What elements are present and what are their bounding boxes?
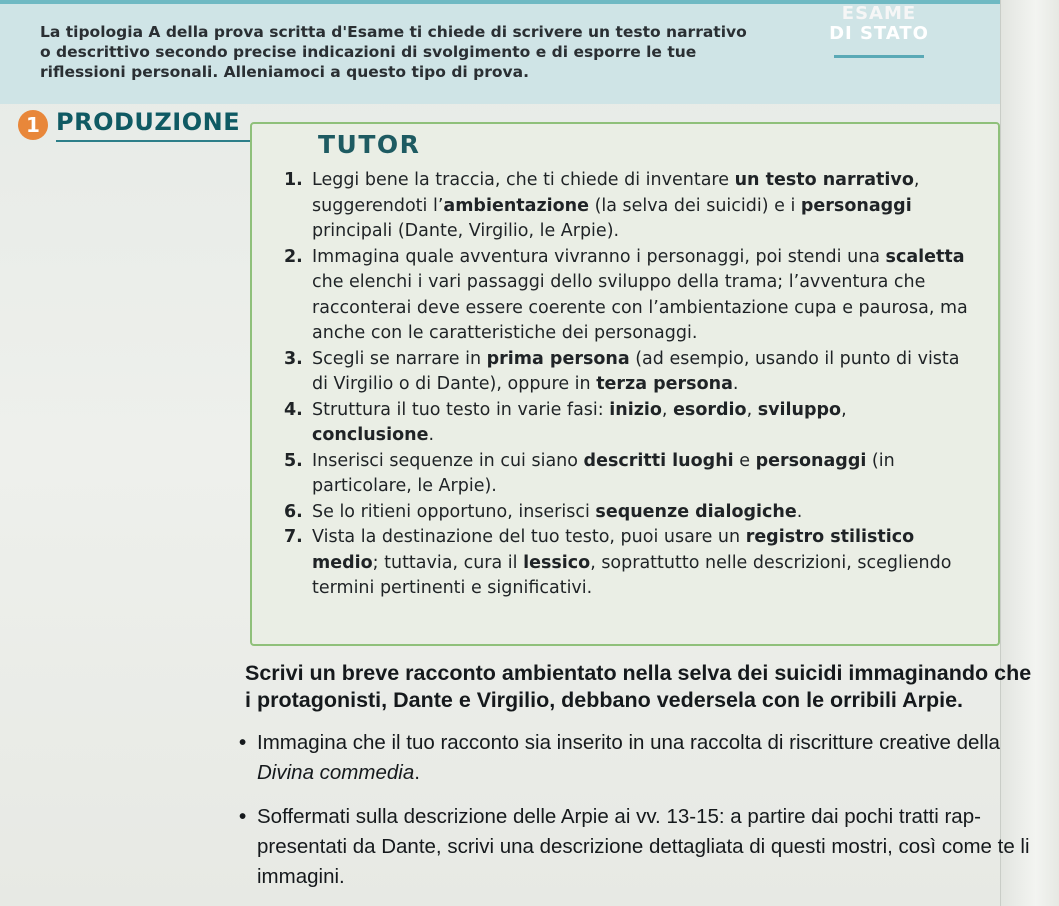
tutor-item	[268, 525, 968, 602]
section-number-badge: 1	[18, 110, 48, 140]
tutor-item-text: ,	[746, 399, 758, 420]
tutor-instructions-list	[268, 168, 968, 602]
bullet-text: .	[414, 761, 420, 784]
tutor-item-bold-text: prima persona	[486, 348, 630, 369]
badge-underline	[834, 55, 924, 58]
tutor-item-number: 5.	[284, 450, 303, 471]
tutor-item-number: 7.	[284, 527, 303, 547]
tutor-item-bold-text: lessico	[523, 552, 591, 573]
tutor-item-text: .	[732, 374, 739, 394]
tutor-item-text: (la selva dei suicidi) e i	[589, 195, 801, 216]
bullet-text: Soffermati sulla descrizione delle Arpie ai vv. 13-15: a partire dai pochi tratti rap-presentati da Dante, scrivi una descrizione dettagliata di questi mostri, così come te li immagini.	[257, 805, 1030, 888]
bullet-dot-icon: •	[239, 731, 247, 754]
tutor-item-text: , suggerendoti l’	[312, 170, 920, 216]
task-bullets	[239, 728, 1035, 906]
tutor-item-bold-text: personaggi	[755, 450, 867, 471]
tutor-title: TUTOR	[318, 130, 421, 159]
tutor-item-bold-text: inizio	[609, 399, 662, 420]
badge-line-1: ESAME	[841, 3, 917, 24]
tutor-item-text: , soprattutto nelle descrizioni, scegliendo termini pertinenti e significativi.	[312, 552, 952, 598]
tutor-item-bold-text: sviluppo	[757, 399, 842, 420]
tutor-item-text: .	[796, 501, 803, 522]
section-title: PRODUZIONE	[56, 108, 241, 136]
tutor-item-bold-text: personaggi	[800, 195, 912, 216]
tutor-item-text: Inserisci sequenze in cui siano	[312, 450, 584, 471]
tutor-item-number: 6.	[284, 501, 303, 522]
task-bullet	[239, 728, 1035, 788]
tutor-item-text: (ad esempio, usando il punto di vista di Virgilio o di Dante), oppure in	[312, 348, 960, 394]
tutor-item-number: 4.	[284, 399, 303, 420]
tutor-item-text: ,	[841, 399, 847, 420]
tutor-item-bold-text: un testo narrativo	[734, 170, 914, 190]
tutor-item-text: ; tuttavia, cura il	[372, 552, 524, 573]
tutor-item	[268, 347, 968, 398]
tutor-item-number: 1.	[284, 170, 303, 190]
tutor-item-bold-text: registro stilistico medio	[312, 527, 915, 573]
tutor-item-bold-text: terza persona	[596, 374, 733, 394]
tutor-item-text: principali (Dante, Virgilio, le Arpie).	[312, 221, 620, 241]
tutor-item-text: Leggi bene la traccia, che ti chiede di inventare	[312, 170, 735, 190]
task-bullet	[239, 802, 1035, 892]
tutor-item	[268, 449, 968, 500]
tutor-item-bold-text: ambientazione	[443, 195, 589, 216]
tutor-item	[268, 168, 968, 245]
tutor-item-text: Struttura il tuo testo in varie fasi:	[312, 399, 610, 420]
tutor-item-text: ,	[661, 399, 674, 420]
tutor-item-text: che elenchi i vari passaggi dello sviluppo della trama; l’avventura che racconterai deve essere coerente con l’ambientazione cupa e paurosa, ma anche con le caratteristiche dei personaggi.	[312, 272, 968, 343]
tutor-item	[268, 500, 968, 526]
esame-di-stato-badge	[804, 4, 954, 44]
tutor-item-text: e	[733, 450, 756, 471]
tutor-item-bold-text: descritti luoghi	[583, 450, 734, 471]
tutor-item-number: 2.	[284, 246, 303, 267]
task-prompt: Scrivi un breve racconto ambientato nella selva dei suicidi immaginando che i protagonisti, Dante e Virgilio, debbano vedersela con le orribili Arpie.	[245, 661, 1032, 712]
tutor-item-number: 3.	[284, 348, 303, 369]
bullet-text: Immagina che il tuo racconto sia inserito in una raccolta di riscritture creative della	[257, 731, 1000, 754]
bullet-dot-icon: •	[239, 805, 247, 828]
tutor-item-bold-text: esordio	[673, 399, 747, 420]
tutor-item-bold-text: scaletta	[885, 246, 965, 267]
tutor-item-text: .	[428, 425, 435, 445]
bullet-italic-text: Divina commedia	[257, 761, 415, 784]
badge-line-2: DI STATO	[829, 23, 929, 44]
tutor-item-text: Immagina quale avventura vivranno i personaggi, poi stendi una	[312, 246, 886, 267]
tutor-item-text: Vista la destinazione del tuo testo, puoi usare un	[312, 527, 746, 547]
tutor-item	[268, 245, 968, 347]
tutor-item-text: (in particolare, le Arpie).	[312, 450, 895, 496]
tutor-item-bold-text: conclusione	[312, 425, 429, 445]
tutor-item	[268, 398, 968, 449]
intro-text: La tipologia A della prova scritta d'Esame ti chiede di scrivere un testo narrativo o descrittivo secondo precise indicazioni di svolgimento e di esporre le tue riflessioni personali. Alleniamoci a questo tipo di prova.	[40, 23, 747, 81]
tutor-item-bold-text: sequenze dialogiche	[595, 501, 797, 522]
tutor-item-text: Scegli se narrare in	[312, 348, 487, 369]
tutor-item-text: Se lo ritieni opportuno, inserisci	[312, 501, 596, 522]
